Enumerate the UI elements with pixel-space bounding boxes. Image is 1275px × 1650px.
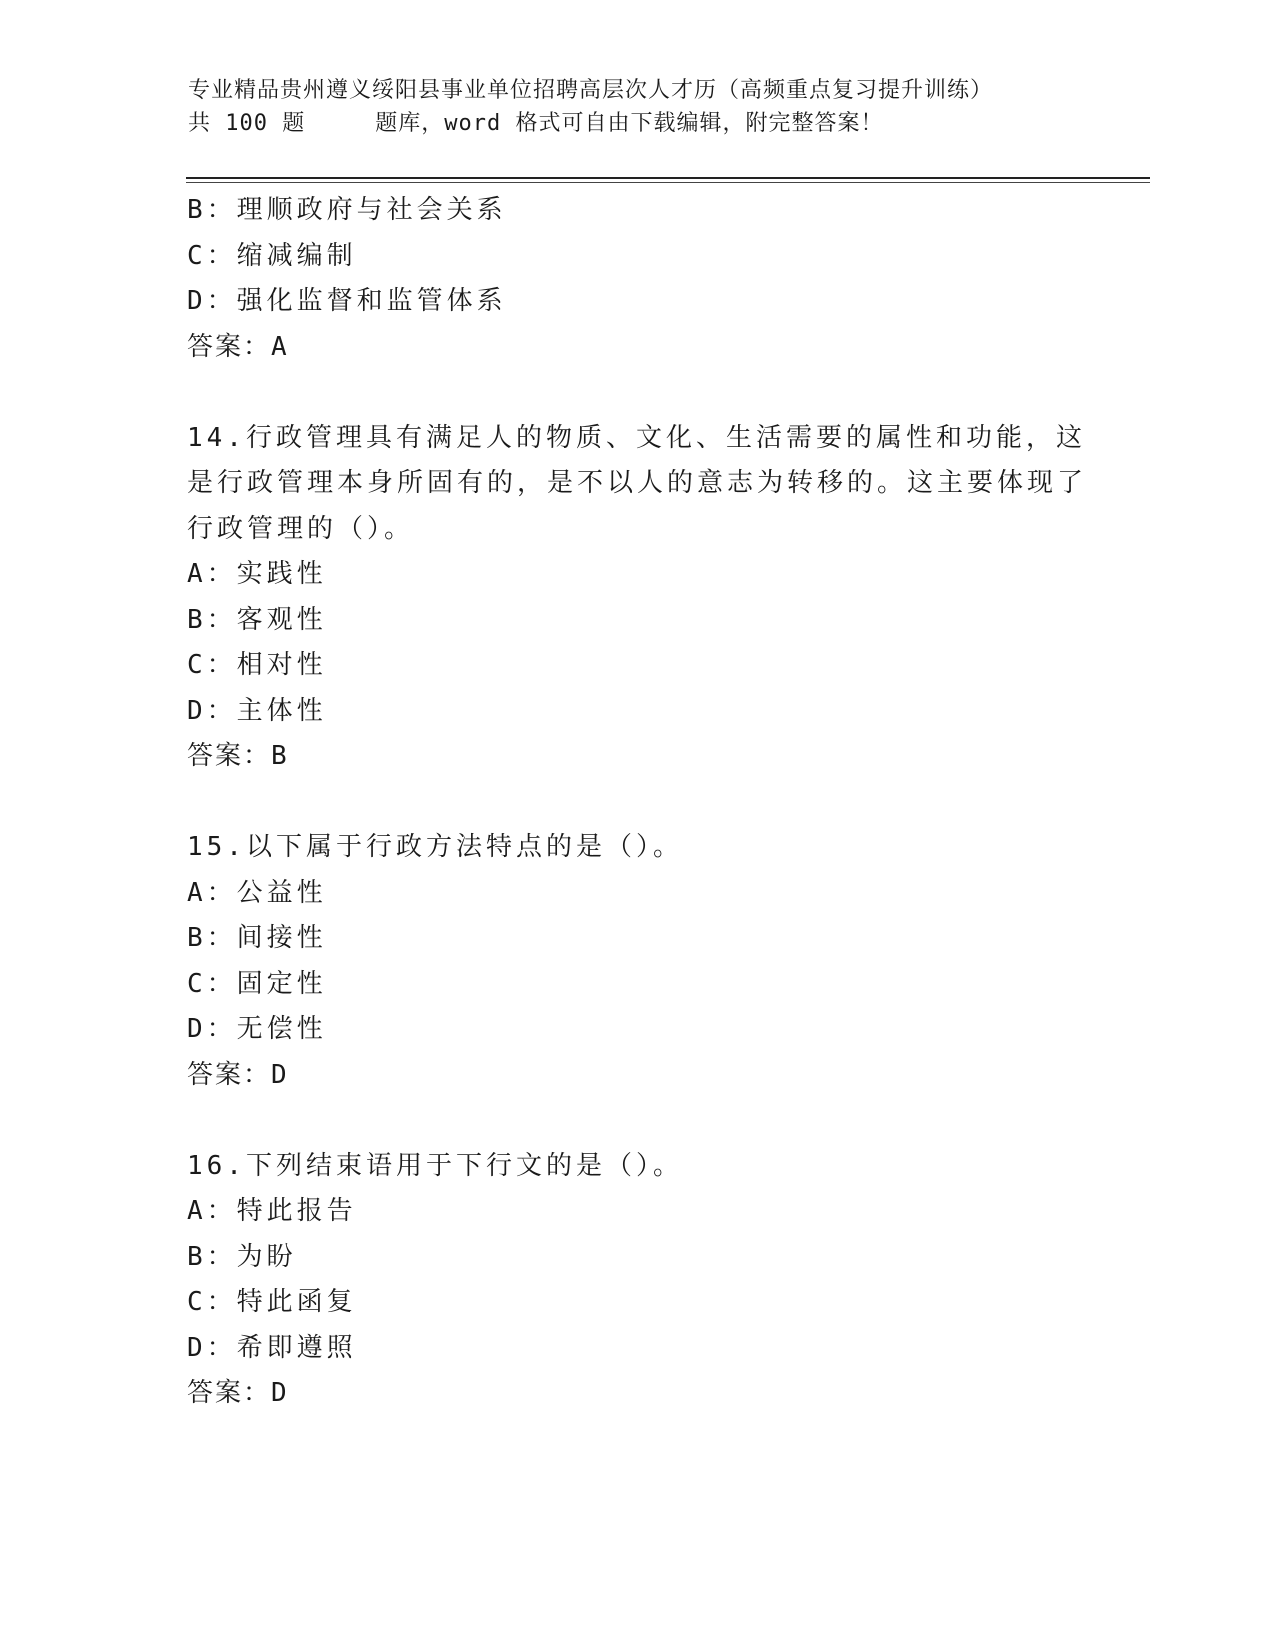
option-a: A：特此报告: [187, 1196, 357, 1226]
answer-line: [187, 734, 1087, 780]
option-a: A：实践性: [187, 559, 327, 589]
answer-label: 答案：: [187, 331, 272, 362]
option-d: D：主体性: [187, 695, 327, 726]
question-fragment: [187, 188, 1087, 370]
header-divider-thin: [186, 182, 1150, 183]
header-count: 共 100 题: [188, 111, 306, 136]
header-divider-thick: [186, 177, 1150, 179]
question-text: [187, 825, 1087, 871]
question-number: 14.: [187, 422, 246, 453]
question-body: 行政管理具有满足人的物质、文化、生活需要的属性和功能，这是行政管理本身所固有的，是不以人的意志为转移的。这主要体现了行政管理的（）。: [187, 422, 1088, 544]
question-16: [187, 1144, 1087, 1417]
option-d: D：强化监督和监管体系: [187, 286, 507, 316]
page-header: [188, 74, 1148, 140]
option-c: C：特此函复: [187, 1287, 357, 1317]
question-text: [187, 1144, 1087, 1190]
header-subtitle: [188, 107, 1148, 140]
answer-label: 答案：: [187, 741, 272, 771]
answer-line: [187, 325, 1087, 371]
option-c: C：相对性: [187, 650, 327, 680]
answer-value: D: [271, 1378, 291, 1408]
option-d: D：无偿性: [187, 1014, 327, 1044]
option-b: B：客观性: [187, 604, 327, 635]
answer-line: [187, 1053, 1087, 1099]
option-b: B：间接性: [187, 923, 327, 953]
option-a: A：公益性: [187, 877, 327, 908]
question-15: [187, 825, 1087, 1098]
question-text: [187, 416, 1087, 553]
answer-value: A: [271, 331, 291, 362]
option-b: B：理顺政府与社会关系: [187, 195, 507, 225]
option-c: C：固定性: [187, 968, 327, 999]
question-body: 以下属于行政方法特点的是（）。: [245, 832, 683, 862]
header-title: 专业精品贵州遵义绥阳县事业单位招聘高层次人才历（高频重点复习提升训练）: [188, 78, 994, 103]
option-d: D：希即遵照: [187, 1332, 357, 1363]
question-number: 15.: [187, 832, 246, 862]
header-description: 题库，word 格式可自由下载编辑，附完整答案！: [375, 111, 884, 136]
answer-label: 答案：: [187, 1378, 272, 1408]
question-14: [187, 416, 1087, 780]
question-body: 下列结束语用于下行文的是（）。: [245, 1150, 683, 1181]
answer-line: [187, 1371, 1087, 1417]
question-number: 16.: [187, 1150, 246, 1181]
answer-value: B: [271, 741, 291, 771]
option-c: C：缩减编制: [187, 240, 357, 271]
answer-value: D: [271, 1059, 291, 1090]
option-b: B：为盼: [187, 1241, 297, 1272]
question-list: [187, 188, 1087, 1417]
answer-label: 答案：: [187, 1059, 272, 1090]
